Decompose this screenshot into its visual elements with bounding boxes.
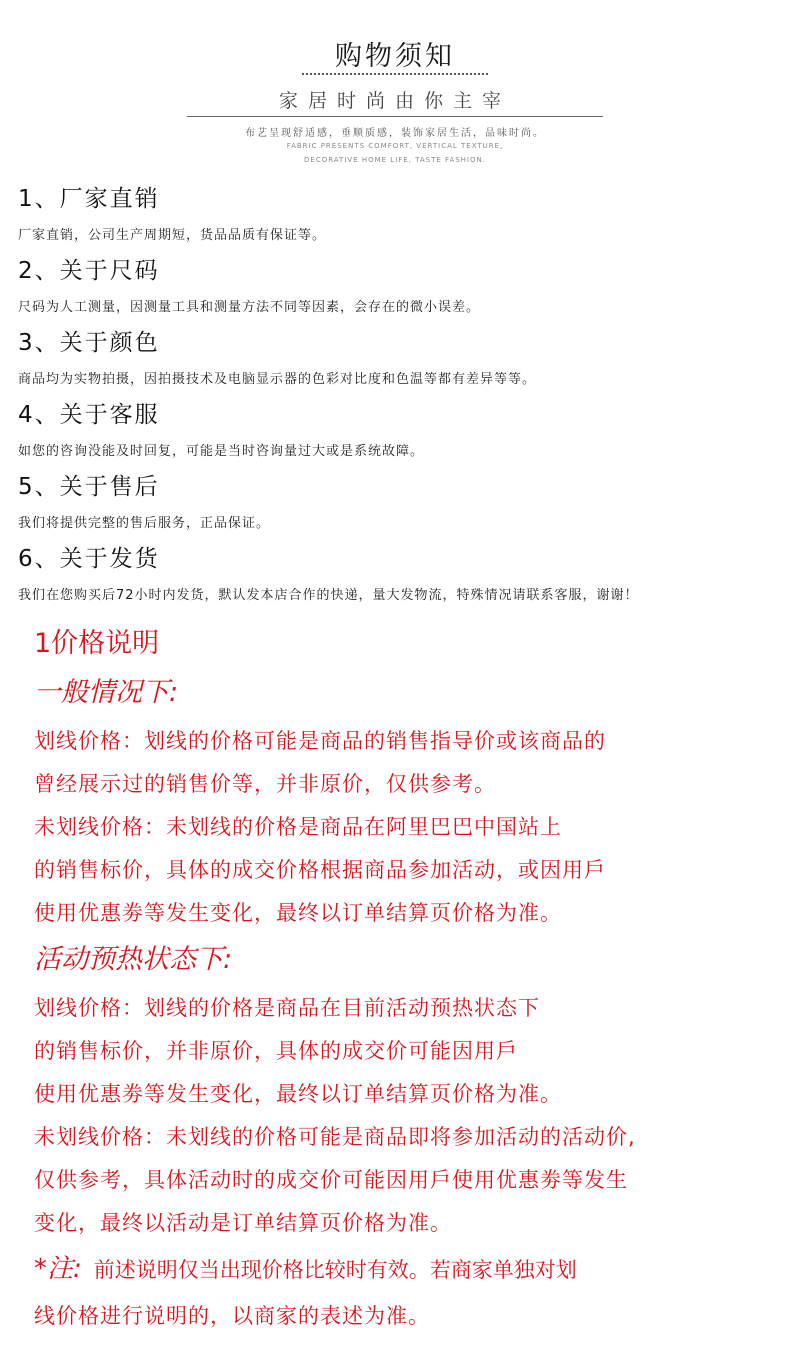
title-dotted-divider	[302, 73, 488, 75]
preheat-heading: 活动预热状态下:	[34, 944, 233, 975]
notice-item	[18, 396, 778, 468]
notice-text: 尺码为人工测量，因测量工具和测量方法不同等因素，会存在的微小误差。	[18, 300, 481, 315]
notice-text: 如您的咨询没能及时回复，可能是当时咨询量过大或是系统故障。	[18, 444, 425, 459]
notice-item	[18, 180, 778, 252]
preheat-line: 变化，最终以活动是订单结算页价格为准。	[34, 1211, 452, 1235]
page-title: 购物须知	[335, 41, 455, 72]
tagline-english-line-1: FABRIC PRESENTS COMFORT, VERTICAL TEXTURE,	[286, 142, 504, 150]
note-line	[34, 1245, 774, 1293]
notice-item	[18, 252, 778, 324]
notice-text: 厂家直销，公司生产周期短，货品品质有保证等。	[18, 228, 327, 243]
note-text-continued: 线价格进行说明的，以商家的表述为准。	[34, 1304, 430, 1328]
preheat-line: 未划线价格：未划线的价格可能是商品即将参加活动的活动价,	[34, 1125, 636, 1149]
notice-item	[18, 468, 778, 540]
notice-heading: 5、关于售后	[18, 474, 160, 500]
general-case-line: 划线价格：划线的价格可能是商品的销售指导价或该商品的	[34, 729, 606, 753]
note-text: 前述说明仅当出现价格比较时有效。若商家单独对划	[93, 1258, 577, 1282]
price-explanation	[34, 622, 774, 1339]
page-subtitle: 家居时尚由你主宰	[278, 90, 511, 112]
tagline-english-line-2: DECORATIVE HOME LIFE, TASTE FASHION.	[304, 156, 486, 164]
notice-item	[18, 324, 778, 396]
notice-text: 我们将提供完整的售后服务，正品保证。	[18, 516, 271, 531]
notice-text: 我们在您购买后72小时内发货，默认发本店合作的快递，量大发物流，特殊情况请联系客服，谢谢！	[18, 588, 639, 603]
price-section-title: 1价格说明	[34, 628, 160, 659]
general-case-line: 的销售标价，具体的成交价格根据商品参加活动，或因用戶	[34, 858, 606, 882]
notice-heading: 2、关于尺码	[18, 258, 160, 284]
preheat-line: 划线价格：划线的价格是商品在目前活动预热状态下	[34, 996, 540, 1020]
notice-heading: 3、关于颜色	[18, 330, 160, 356]
tagline-chinese: 布艺呈现舒适感，垂顺质感，装饰家居生活，品味时尚。	[245, 128, 545, 139]
notice-item	[18, 540, 778, 612]
notice-heading: 6、关于发货	[18, 546, 160, 572]
preheat-line: 的销售标价，并非原价，具体的成交价可能因用戶	[34, 1039, 518, 1063]
general-case-line: 使用优惠劵等发生变化，最终以订单结算页价格为准。	[34, 901, 562, 925]
notice-heading: 4、关于客服	[18, 402, 160, 428]
notice-list	[18, 180, 778, 612]
header-divider	[187, 116, 603, 117]
general-case-line: 曾经展示过的销售价等，并非原价，仅供参考。	[34, 772, 496, 796]
general-case-line: 未划线价格：未划线的价格是商品在阿里巴巴中国站上	[34, 815, 562, 839]
notice-text: 商品均为实物拍摄，因拍摄技术及电脑显示器的色彩对比度和色温等都有差异等等。	[18, 372, 537, 387]
notice-heading: 1、厂家直销	[18, 186, 160, 212]
general-case-heading: 一般情况下:	[34, 677, 179, 708]
note-label: *注:	[34, 1254, 82, 1284]
preheat-line: 仅供参考，具体活动时的成交价可能因用戶使用优惠劵等发生	[34, 1168, 628, 1192]
preheat-line: 使用优惠劵等发生变化，最终以订单结算页价格为准。	[34, 1082, 562, 1106]
